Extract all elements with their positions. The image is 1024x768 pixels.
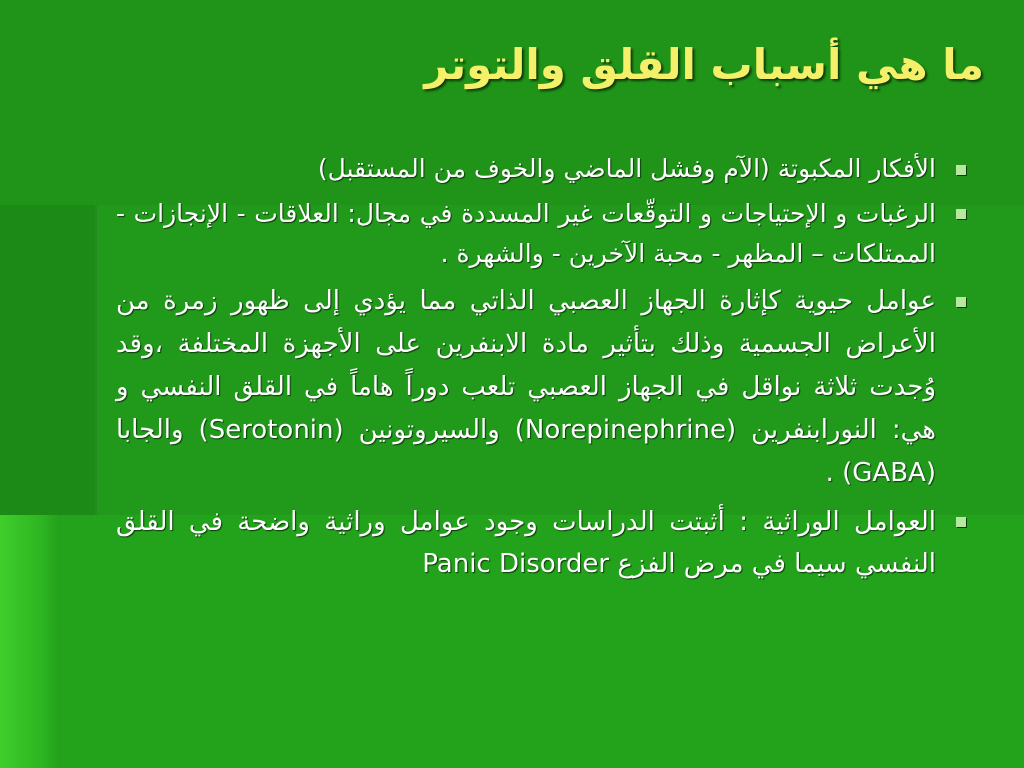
bullet-item bbox=[116, 501, 966, 585]
square-bullet-icon bbox=[956, 209, 966, 219]
bullet-text: العوامل الوراثية : أثبتت الدراسات وجود عوامل وراثية واضحة في القلق النفسي سيما في مرض الفزع Panic Disorder bbox=[116, 507, 936, 579]
bullet-text: الرغبات و الإحتياجات و التوقّعات غير المسددة في مجال: العلاقات - الإنجازات - الممتلكات – المظهر - محبة الآخرين - والشهرة . bbox=[116, 199, 936, 268]
slide-title: ما هي أسباب القلق والتوتر bbox=[424, 40, 984, 89]
bullet-text: الأفكار المكبوتة (الآم وفشل الماضي والخوف من المستقبل) bbox=[317, 154, 936, 183]
square-bullet-icon bbox=[956, 517, 966, 527]
bullet-list bbox=[116, 150, 966, 585]
bullet-item bbox=[116, 150, 966, 188]
bullet-item bbox=[116, 194, 966, 274]
square-bullet-icon bbox=[956, 165, 966, 175]
background-edge-line bbox=[95, 205, 97, 515]
bullet-text: عوامل حيوية كإثارة الجهاز العصبي الذاتي مما يؤدي إلى ظهور زمرة من الأعراض الجسمية وذلك بتأثير مادة الابنفرين على الأجهزة المختلفة ،وقد وُجدت ثلاثة نواقل في الجهاز العصبي تلعب دوراً هاماً في القلق النفسي و هي: النورابنفرين (Norepinephrine) والسيروتونين (Serotonin) والجابا (GABA) . bbox=[116, 286, 936, 488]
background-band-bottom-left bbox=[0, 515, 60, 768]
background-band-left bbox=[0, 205, 95, 515]
slide-content bbox=[116, 150, 966, 591]
square-bullet-icon bbox=[956, 297, 966, 307]
bullet-item bbox=[116, 280, 966, 495]
